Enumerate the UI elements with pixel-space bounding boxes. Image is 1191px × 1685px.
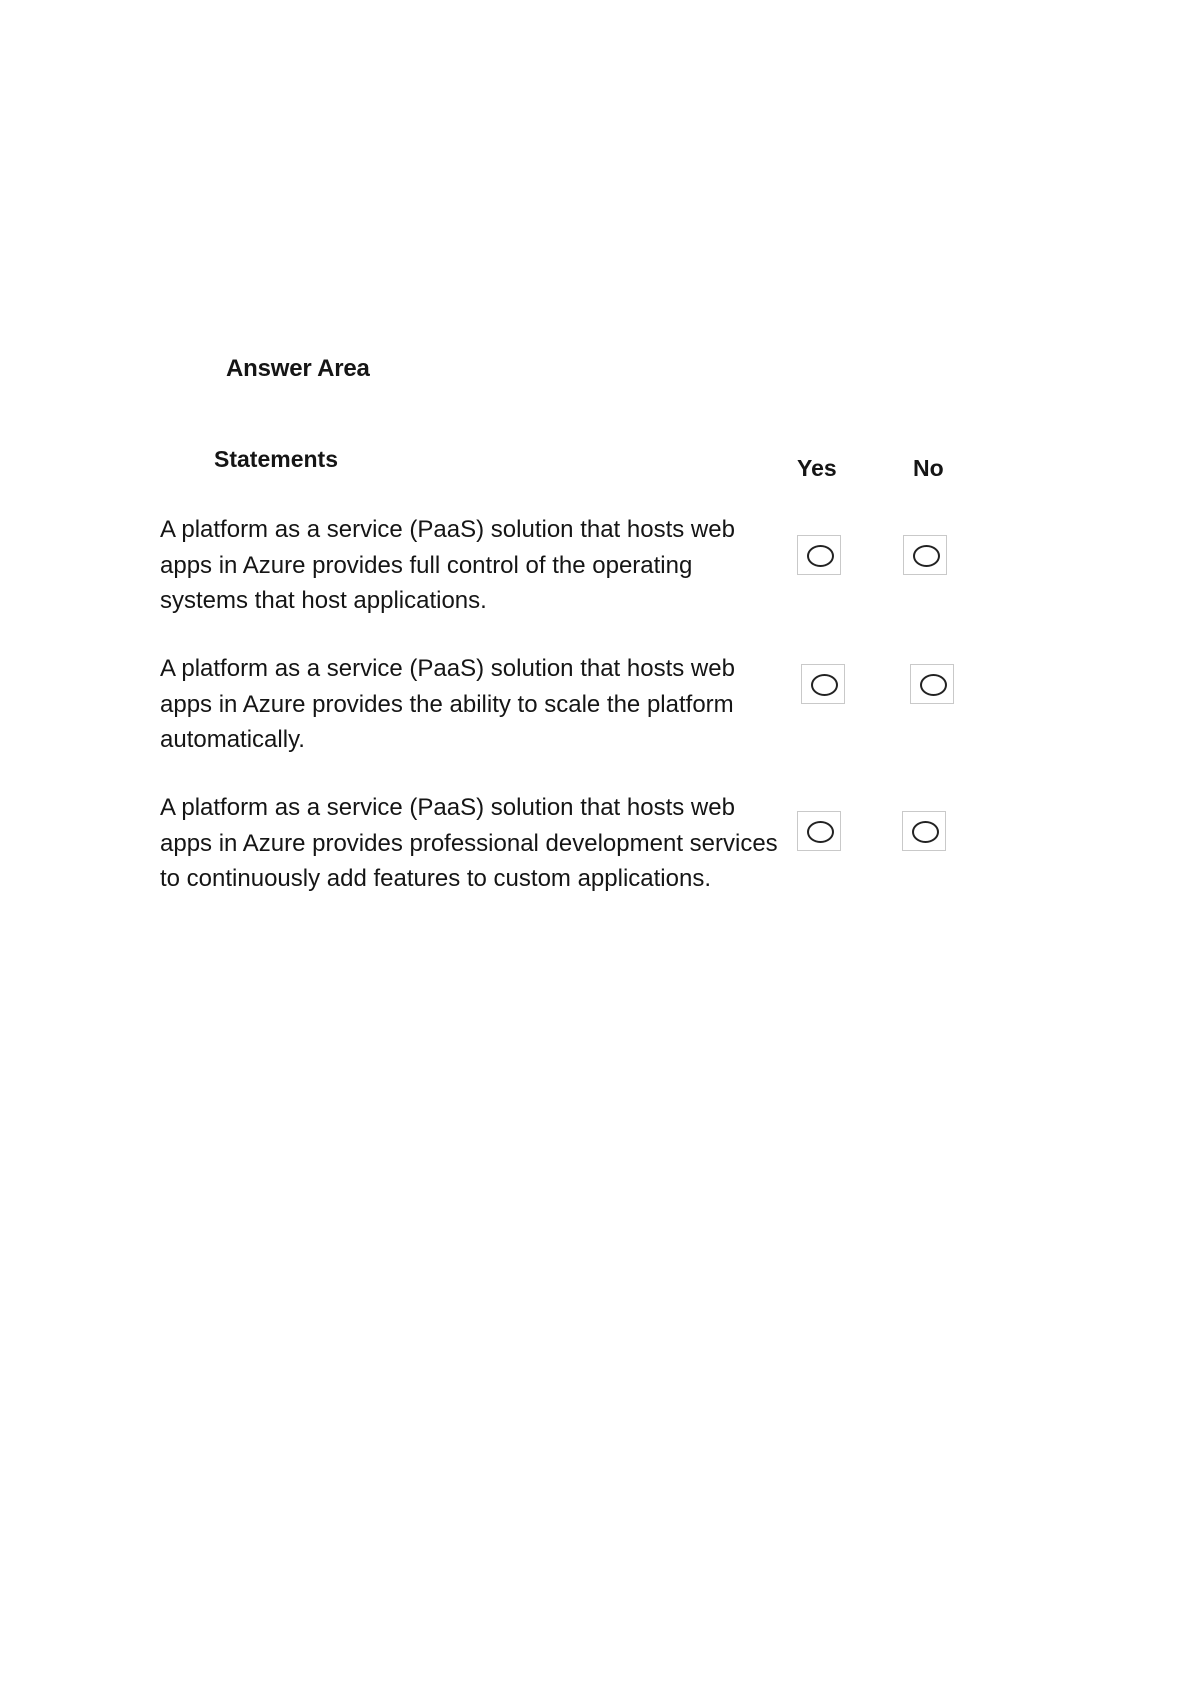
- answer-area-title: Answer Area: [226, 355, 370, 382]
- radio-circle-icon: [920, 674, 947, 696]
- statement-1-no-radio[interactable]: [903, 535, 947, 575]
- yes-column-header: Yes: [797, 455, 837, 481]
- radio-circle-icon: [807, 545, 834, 567]
- radio-circle-icon: [913, 545, 940, 567]
- no-column-header: No: [913, 455, 944, 481]
- radio-circle-icon: [811, 674, 838, 696]
- statement-2-no-radio[interactable]: [910, 664, 954, 704]
- statements-header: Statements: [214, 446, 338, 472]
- radio-circle-icon: [912, 821, 939, 843]
- statement-2: A platform as a service (PaaS) solution that hosts web apps in Azure provides the ability to scale the platform automatically.: [160, 655, 735, 753]
- radio-circle-icon: [807, 821, 834, 843]
- statement-1: A platform as a service (PaaS) solution that hosts web apps in Azure provides full control of the operating systems that host applications.: [160, 516, 735, 614]
- statement-1-yes-radio[interactable]: [797, 535, 841, 575]
- statement-2-yes-radio[interactable]: [801, 664, 845, 704]
- statement-3-yes-radio[interactable]: [797, 811, 841, 851]
- statement-3: A platform as a service (PaaS) solution that hosts web apps in Azure provides professional development services to continuously add features to custom applications.: [160, 794, 778, 892]
- statement-3-no-radio[interactable]: [902, 811, 946, 851]
